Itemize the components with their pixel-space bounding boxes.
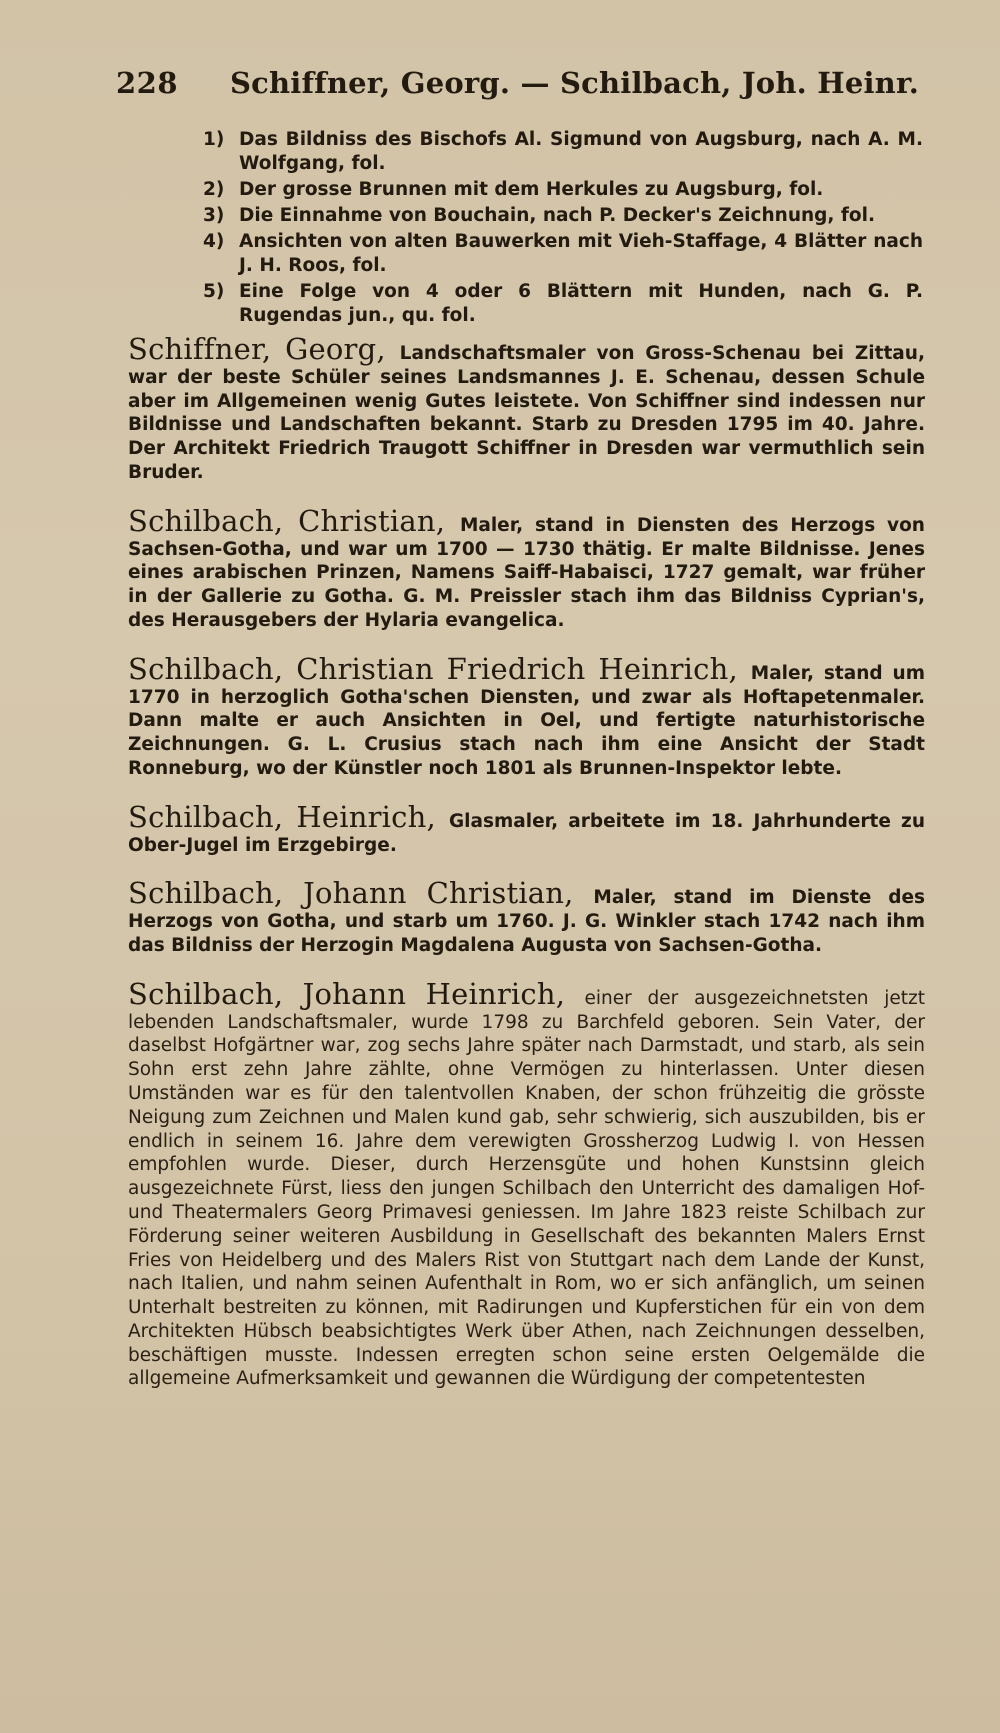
- entry-schilbach-christian-friedrich-heinrich: [128, 651, 926, 781]
- entry-name: Schilbach, Christian Friedrich Heinrich,: [128, 651, 751, 686]
- work-text: Ansichten von alten Bauwerken mit Vieh-Staffage, 4 Blätter nach J. H. Roos, fol.: [239, 231, 923, 276]
- work-text: Die Einnahme von Bouchain, nach P. Decker's Zeichnung, fol.: [239, 205, 876, 226]
- work-item: [203, 178, 923, 202]
- entry-schilbach-johann-heinrich: [128, 976, 925, 1392]
- work-text: Das Bildniss des Bischofs Al. Sigmund von Augsburg, nach A. M. Wolfgang, fol.: [239, 129, 923, 174]
- work-number: 2): [203, 179, 225, 200]
- entry-text: Maler, stand im Dienste des Herzogs von Gotha, und starb um 1760. J. G. Winkler stach 1742 nach ihm das Bildniss der Herzogin Magdalena Augusta von Sachsen-Gotha.: [128, 887, 925, 956]
- work-item: [203, 128, 923, 176]
- works-list: [203, 128, 923, 330]
- work-item: [203, 230, 923, 278]
- entry-name: Schilbach, Christian,: [128, 503, 460, 538]
- entry-schilbach-christian: [128, 503, 925, 633]
- work-item: [203, 280, 923, 328]
- entries-list: [128, 332, 926, 1416]
- entry-text: einer der ausgezeichnetsten jetzt lebenden Landschaftsmaler, wurde 1798 zu Barchfeld geboren. Sein Vater, der daselbst Hofgärtner war, zog sechs Jahre später nach Darmstadt, und starb, als sein Sohn erst zehn Jahre zählte, ohne Vermögen zu hinterlassen. Unter diesen Umständen war es für den talentvollen Knaben, der schon frühzeitig die grösste Neigung zum Zeichnen und Malen kund gab, sehr schwierig, sich auszubilden, bis er endlich in seinem 16. Jahre dem verewigten Grossherzog Ludwig I. von Hessen empfohlen wurde. Dieser, durch Herzensgüte und hohen Kunstsinn gleich ausgezeichnete Fürst, liess den jungen Schilbach den Unterricht des damaligen Hof- und Theatermalers Georg Primavesi geniessen. Im Jahre 1823 reiste Schilbach zur Förderung seiner weiteren Ausbildung in Gesellschaft des bekannten Malers Ernst Fries von Heidelberg und des Malers Rist von Stuttgart nach dem Lande der Kunst, nach Italien, und nahm seinen Aufenthalt in Rom, wo er sich anfänglich, um seinen Unterhalt bestreiten zu können, mit Radirungen und Kupferstichen für ein von dem Architekten Hübsch beabsichtigtes Werk über Athen, nach Zeichnungen desselben, beschäftigen musste. Indessen erregten schon seine ersten Oelgemälde die allgemeine Aufmerksamkeit und gewannen die Würdigung der competentesten: [128, 987, 925, 1390]
- entry-text: Landschaftsmaler von Gross-Schenau bei Zittau, war der beste Schüler seines Landsmannes J. E. Schenau, dessen Schule aber im Allgemeinen wenig Gutes leistete. Von Schiffner sind indessen nur Bildnisse und Landschaften bekannt. Starb zu Dresden 1795 im 40. Jahre. Der Architekt Friedrich Traugott Schiffner in Dresden war vermuthlich sein Bruder.: [128, 343, 925, 483]
- entry-name: Schiffner, Georg,: [128, 332, 400, 366]
- work-text: Der grosse Brunnen mit dem Herkules zu Augsburg, fol.: [239, 179, 824, 200]
- entry-schilbach-heinrich: [128, 799, 925, 858]
- entry-name: Schilbach, Heinrich,: [128, 799, 449, 834]
- work-text: Eine Folge von 4 oder 6 Blättern mit Hunden, nach G. P. Rugendas jun., qu. fol.: [239, 281, 923, 326]
- page-number: 228: [116, 66, 179, 100]
- entry-schiffner-georg: [128, 332, 925, 485]
- entry-name: Schilbach, Johann Heinrich,: [128, 976, 585, 1011]
- entry-text: Glasmaler, arbeitete im 18. Jahrhunderte zu Ober-Jugel im Erzgebirge.: [128, 810, 925, 856]
- work-item: [203, 204, 923, 228]
- page-header: [116, 66, 920, 114]
- entry-text: Maler, stand in Diensten des Herzogs von Sachsen-Gotha, und war um 1700 — 1730 thätig. Er malte Bildnisse. Jenes eines arabischen Prinzen, Namens Saiff-Habaisci, 1727 gemalt, war früher in der Gallerie zu Gotha. G. M. Preissler stach ihm das Bildniss Cyprian's, des Herausgebers der Hylaria evangelica.: [128, 514, 925, 631]
- work-number: 5): [203, 281, 225, 302]
- running-head: Schiffner, Georg. — Schilbach, Joh. Heinr.: [230, 66, 920, 100]
- entry-schilbach-johann-christian: [128, 876, 925, 957]
- work-number: 3): [203, 205, 225, 226]
- entry-text: Maler, stand um 1770 in herzoglich Gotha'schen Diensten, und zwar als Hoftapetenmaler. Dann malte er auch Ansichten in Oel, und fertigte naturhistorische Zeichnungen. G. L. Crusius stach nach ihm eine Ansicht der Stadt Ronneburg, wo der Künstler noch 1801 als Brunnen-Inspektor lebte.: [128, 662, 926, 779]
- entry-name: Schilbach, Johann Christian,: [128, 876, 594, 911]
- work-number: 1): [203, 129, 225, 150]
- work-number: 4): [203, 231, 225, 252]
